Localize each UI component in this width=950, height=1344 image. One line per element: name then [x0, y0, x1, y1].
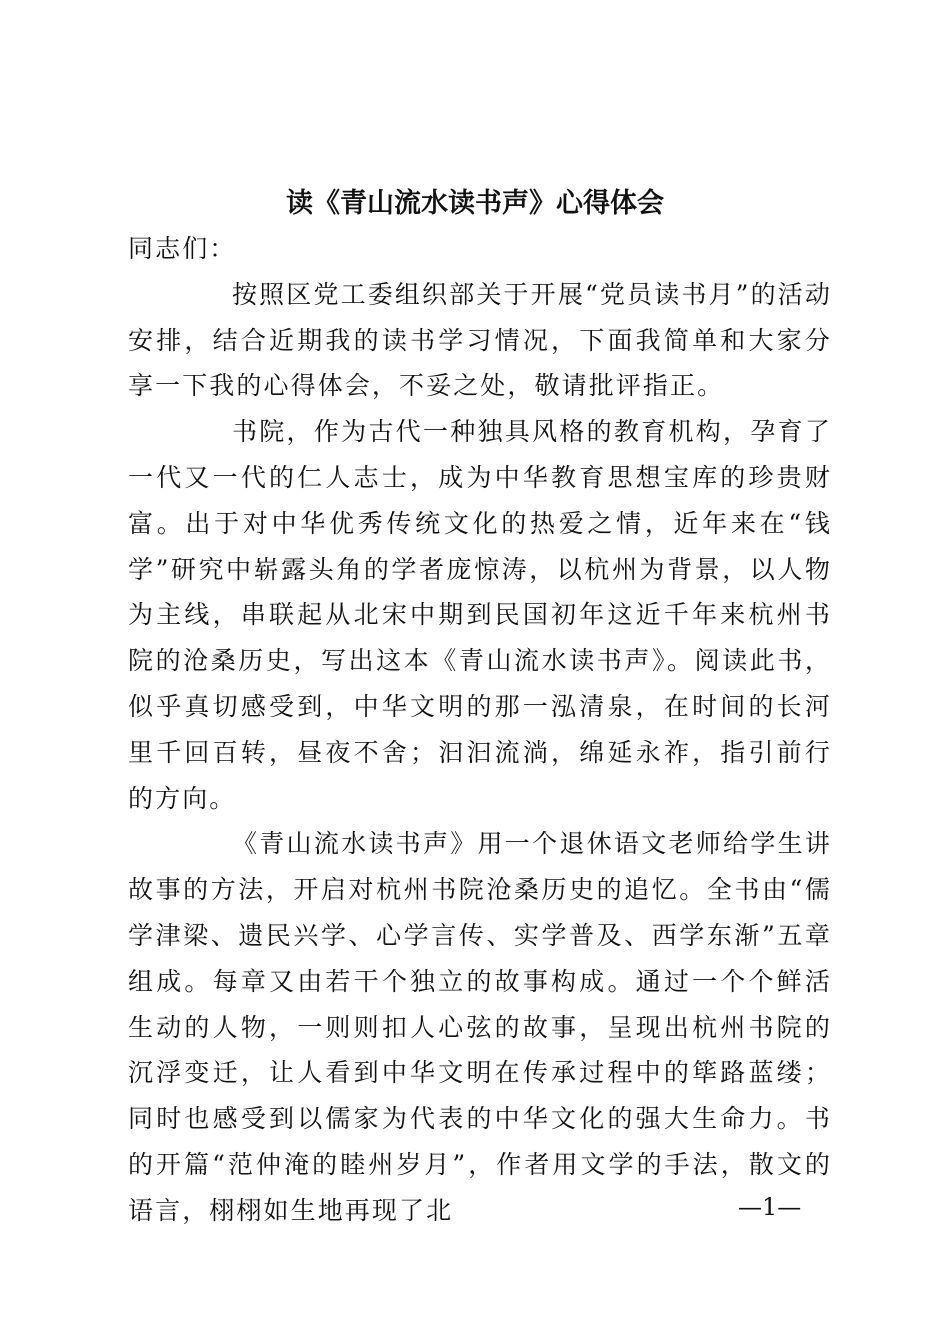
- paragraph: 《青山流水读书声》用一个退休语文老师给学生讲故事的方法，开启对杭州书院沧桑历史的追忆。全书由“儒学津梁、遗民兴学、心学言传、实学普及、西学东渐”五章组成。每章又由若干个独立的故事构成。通过一个个鲜活生动的人物，一则则扣人心弦的故事，呈现出杭州书院的沉浮变迁，让人看到中华文明在传承过程中的筚路蓝缕；同时也感受到以儒家为代表的中华文化的强大生命力。书的开篇“范仲淹的睦州岁月”，作者用文学的手法，散文的语言，栩栩如生地再现了北: [128, 829, 832, 1225]
- document-title: 读《青山流水读书声》心得体会: [286, 188, 664, 219]
- paragraph: 按照区党工委组织部关于开展“党员读书月”的活动安排，结合近期我的读书学习情况，下面我简单和大家分享一下我的心得体会，不妥之处，敬请批评指正。: [128, 279, 832, 401]
- document-body: [128, 226, 832, 1234]
- paragraph: 书院，作为古代一种独具风格的教育机构，孕育了一代又一代的仁人志士，成为中华教育思想宝库的珍贵财富。出于对中华优秀传统文化的热爱之情，近年来在“钱学”研究中崭露头角的学者庞惊涛，以杭州为背景，以人物为主线，串联起从北宋中期到民国初年这近千年来杭州书院的沧桑历史，写出这本《青山流水读书声》。阅读此书，似乎真切感受到，中华文明的那一泓清泉，在时间的长河里千回百转，昼夜不舍；汩汩流淌，绵延永祚，指引前行的方向。: [128, 417, 832, 813]
- page-number: —1—: [738, 1193, 802, 1221]
- salutation: 同志们：: [128, 234, 237, 263]
